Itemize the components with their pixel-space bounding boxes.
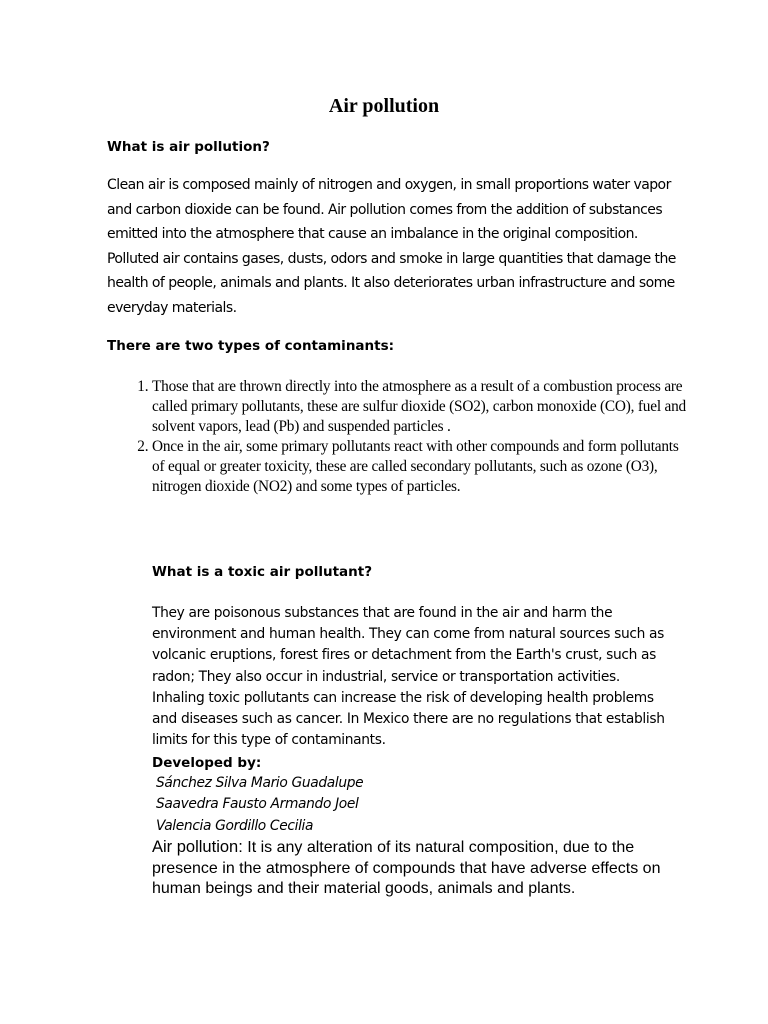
author-name: Valencia Gordillo Cecilia	[156, 817, 314, 834]
authors-list	[156, 773, 363, 837]
list-item-secondary-pollutants: 2. Once in the air, some primary pollutants react with other compounds and form pollutants of equal or greater toxicity, these are called secondary pollutants, such as ozone (O3), nitrogen dioxide (NO2) and some types of particles.	[152, 437, 692, 497]
intro-paragraph: Clean air is composed mainly of nitrogen and oxygen, in small proportions water vapor and carbon dioxide can be found. Air pollution comes from the addition of substances emitted into the atmosphere that cause an imbalance in the original composition. Polluted air contains gases, dusts, odors and smoke in large quantities that damage the health of people, animals and plants. It also deteriorates urban infrastructure and some everyday materials.	[107, 177, 676, 316]
heading-toxic-air-pollutant: What is a toxic air pollutant?	[152, 564, 373, 580]
author-name: Sánchez Silva Mario Guadalupe	[156, 775, 364, 791]
definition-text: It is any alteration of its natural composition, due to the presence in the atmosphere of compounds that have adverse effects on human beings and their material goods, animals and plants.	[152, 839, 661, 897]
heading-what-is-air-pollution: What is air pollution?	[107, 139, 270, 155]
author-name: Saavedra Fausto Armando Joel	[156, 796, 359, 813]
document-title: Air pollution	[328, 95, 440, 117]
developed-by-label: Developed by:	[152, 755, 262, 771]
toxic-pollutant-paragraph: They are poisonous substances that are found in the air and harm the environment and human health. They can come from natural sources such as volcanic eruptions, forest fires or detachment from the Earth's crust, such as radon; They also occur in industrial, service or transportation activities. Inhaling toxic pollutants can increase the risk of developing health problems and diseases such as cancer. In Mexico there are no regulations that establish limits for this type of contaminants.	[152, 605, 665, 749]
heading-contaminant-types: There are two types of contaminants:	[107, 338, 395, 354]
definition-term: Air pollution:	[152, 838, 243, 856]
contaminant-types-list	[123, 377, 692, 497]
air-pollution-definition	[152, 837, 672, 900]
list-item-primary-pollutants: 1. Those that are thrown directly into the atmosphere as a result of a combustion process are called primary pollutants, these are sulfur dioxide (SO2), carbon monoxide (CO), fuel and solvent vapors, lead (Pb) and suspended particles .	[152, 377, 692, 437]
